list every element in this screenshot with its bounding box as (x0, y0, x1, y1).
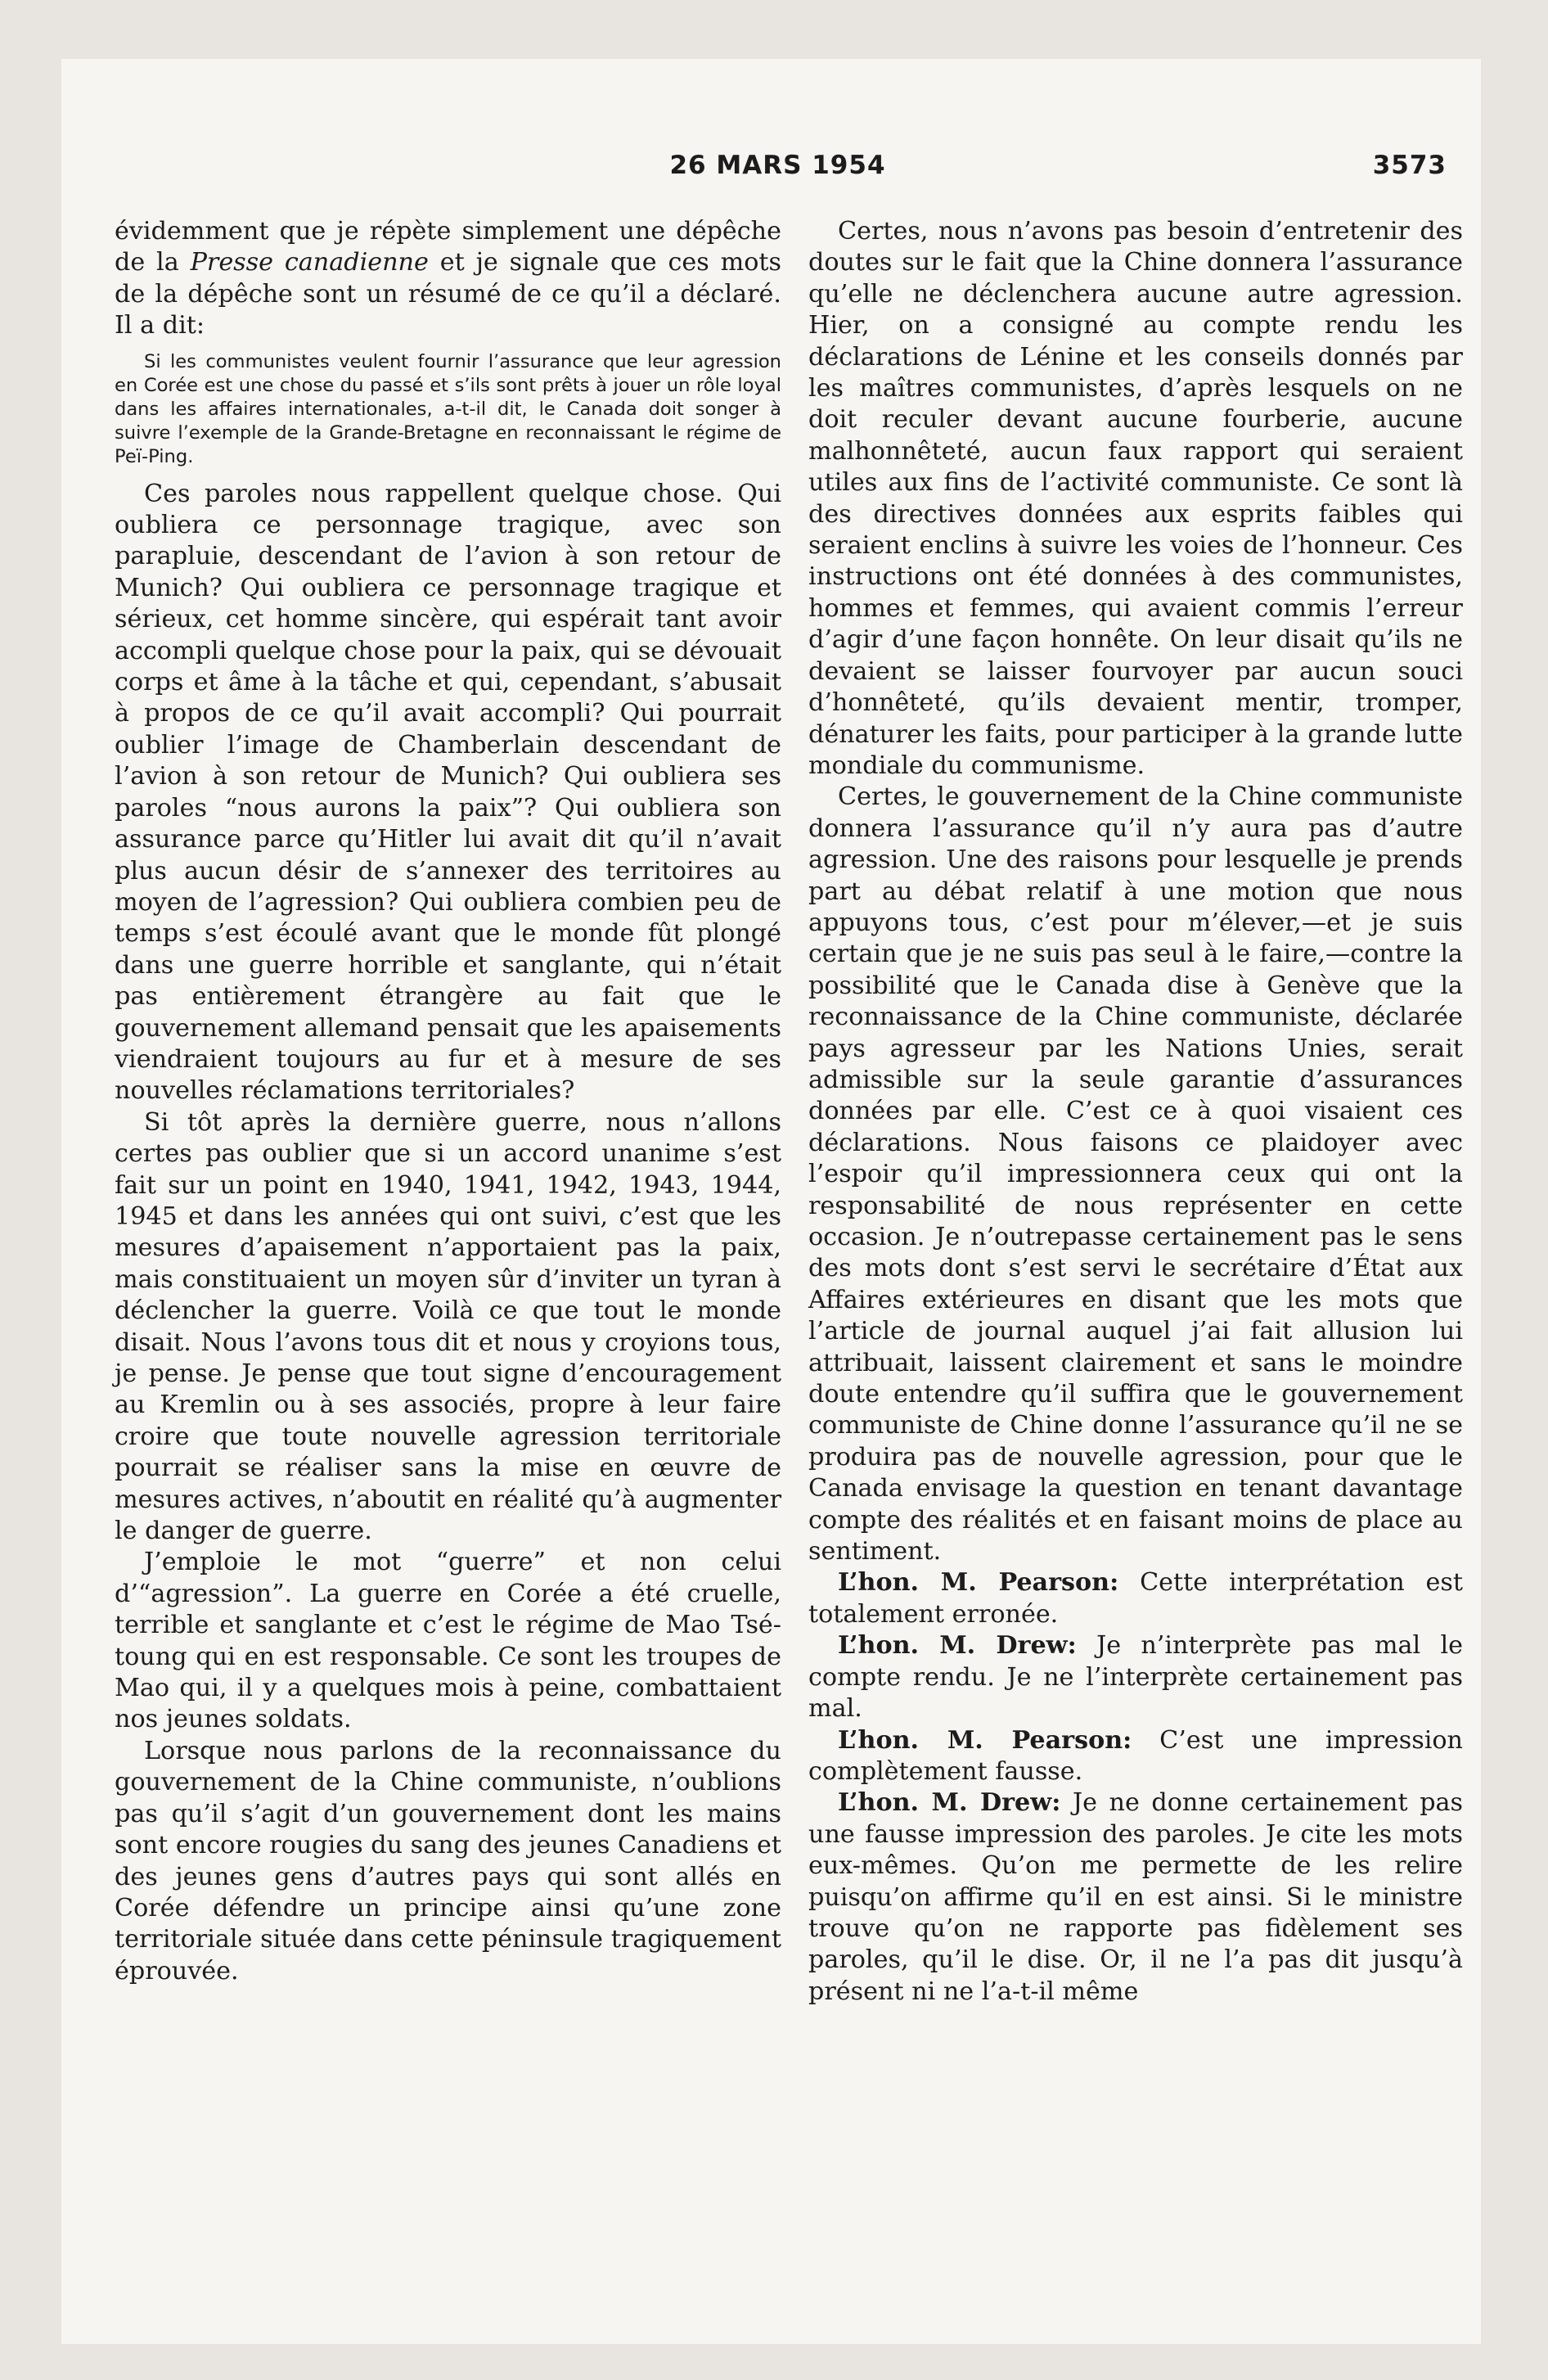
page-header (109, 151, 1447, 188)
speech-text: Cette interprétation est totalement erronée. (808, 1568, 1463, 1629)
speaker-name: L’hon. M. Pearson: (838, 1725, 1132, 1755)
paragraph: Lorsque nous parlons de la reconnaissance du gouvernement de la Chine communiste, n’oublions pas qu’il s’agit d’un gouvernement dont les mains sont encore rougies du sang des jeunes Canadiens et des jeunes gens d’autres pays qui sont allés en Corée défendre un principe ainsi qu’une zone territoriale située dans cette péninsule tragiquement éprouvée. (115, 1736, 781, 1986)
speaker-name: L’hon. M. Drew: (838, 1631, 1077, 1661)
block-quote: Si les communistes veulent fournir l’assurance que leur agression en Corée est une chose du passé et s’ils sont prêts à jouer un rôle loyal dans les affaires internationales, a-t-il dit, le Canada doit songer à suivre l’exemple de la Grande-Bretagne en reconnaissant le régime de Peï-Ping. (115, 350, 781, 467)
paragraph: Certes, le gouvernement de la Chine communiste donnera l’assurance qu’il n’y aura pas d’autre agression. Une des raisons pour lesquelle je prends part au débat relatif à une motion que nous appuyons tous, c’est pour m’élever,—et je suis certain que je ne suis pas seul à le faire,—contre la possibilité que le Canada dise à Genève que la reconnaissance de la Chine communiste, déclarée pays agresseur par les Nations Unies, serait admissible sur la seule garantie d’assurances données par elle. C’est ce à quoi visaient ces déclarations. Nous faisons ce plaidoyer avec l’espoir qu’il impressionnera ceux qui ont la responsabilité de nous représenter en cette occasion. Je n’outrepasse certainement pas le sens des mots dont s’est servi le secrétaire d’État aux Affaires extérieures en disant que les mots que l’article de journal auquel j’ai fait allusion lui attribuait, laissent clairement et sans le moindre doute entendre qu’il suffira que le gouvernement communiste de Chine donne l’assurance qu’il ne se produira pas de nouvelle agression, pour que le Canada envisage la question en tenant davantage compte des réalités et en faisant moins de place au sentiment. (808, 782, 1463, 1566)
text-run: et je signale que ces mots de la dépêche sont un résumé de ce qu’il a déclaré. Il a dit: (115, 248, 781, 340)
left-column (115, 216, 781, 1987)
paragraph: J’emploie le mot “guerre” et non celui d’“agression”. La guerre en Corée a été cruelle, terrible et sanglante et c’est le régime de Mao Tsé-toung qui en est responsable. Ce sont les troupes de Mao qui, il y a quelques mois à peine, combattaient nos jeunes soldats. (115, 1548, 781, 1734)
speech-entry (808, 1787, 1463, 2008)
paragraph: Si tôt après la dernière guerre, nous n’allons certes pas oublier que si un accord unanime s’est fait sur un point en 1940, 1941, 1942, 1943, 1944, 1945 et dans les années qui ont suivi, c’est que les mesures d’apaisement n’apportaient pas la paix, mais constituaient un moyen sûr d’inviter un tyran à déclencher la guerre. Voilà ce que tout le monde disait. Nous l’avons tous dit et nous y croyions tous, je pense. Je pense que tout signe d’encouragement au Kremlin ou à ses associés, propre à leur faire croire que toute nouvelle agression territoriale pourrait se réaliser sans la mise en œuvre de mesures actives, n’aboutit en réalité qu’à augmenter le danger de guerre. (115, 1107, 781, 1546)
speaker-name: L’hon. M. Pearson: (838, 1568, 1119, 1598)
text-run: évidemment que je répète simplement une dépêche de la (115, 217, 781, 277)
speech-entry (808, 1630, 1463, 1724)
italic-publication-name: Presse canadienne (190, 248, 429, 277)
page (61, 59, 1481, 2344)
speech-text: Je n’interprète pas mal le compte rendu. Je ne l’interprète certainement pas mal. (808, 1631, 1463, 1724)
speech-text: Je ne donne certainement pas une fausse impression des paroles. Je cite les mots eux-mêmes. Qu’on me permette de les relire puisqu’on affirme qu’il en est ainsi. Si le ministre trouve qu’on ne rapporte pas fidèlement ses paroles, qu’il le dise. Or, il ne l’a pas dit jusqu’à présent ni ne l’a-t-il même (808, 1788, 1464, 2006)
paragraph: Ces paroles nous rappellent quelque chose. Qui oubliera ce personnage tragique, avec son parapluie, descendant de l’avion à son retour de Munich? Qui oubliera ce personnage tragique et sérieux, cet homme sincère, qui espérait tant avoir accompli quelque chose pour la paix, qui se dévouait corps et âme à la tâche et qui, cependant, s’abusait à propos de ce qu’il avait accompli? Qui pourrait oublier l’image de Chamberlain descendant de l’avion à son retour de Munich? Qui oubliera ses paroles “nous aurons la paix”? Qui oubliera son assurance parce qu’Hitler lui avait dit qu’il n’avait plus aucun désir de s’annexer des territoires au moyen de l’agression? Qui oubliera combien peu de temps s’est écoulé avant que le monde fût plongé dans une guerre horrible et sanglante, qui n’était pas entièrement étrangère au fait que le gouvernement allemand pensait que les apaisements viendraient toujours au fur et à mesure de ses nouvelles réclamations territoriales? (115, 479, 781, 1106)
right-column (808, 216, 1463, 2008)
page-number: 3573 (1372, 151, 1447, 180)
speech-entry (808, 1567, 1463, 1630)
paragraph: Certes, nous n’avons pas besoin d’entretenir des doutes sur le fait que la Chine donnera l’assurance qu’elle ne déclenchera aucune autre agression. Hier, on a consigné au compte rendu les déclarations de Lénine et les conseils donnés par les maîtres communistes, d’après lesquels on ne doit reculer devant aucune fourberie, aucune malhonnêteté, aucun faux rapport qui seraient utiles aux fins de l’activité communiste. Ce sont là des directives données aux esprits faibles qui seraient enclins à suivre les voies de l’honneur. Ces instructions ont été données à des communistes, hommes et femmes, qui avaient commis l’erreur d’agir d’une façon honnête. On leur disait qu’ils ne devaient se laisser fourvoyer par aucun souci d’honnêteté, qu’ils devaient mentir, tromper, dénaturer les faits, pour participer à la grande lutte mondiale du communisme. (808, 217, 1463, 780)
header-date: 26 MARS 1954 (669, 151, 886, 180)
speech-text: C’est une impression complètement fausse. (808, 1725, 1463, 1786)
speaker-name: L’hon. M. Drew: (838, 1788, 1061, 1818)
paragraph (115, 216, 781, 342)
speech-entry (808, 1725, 1463, 1788)
